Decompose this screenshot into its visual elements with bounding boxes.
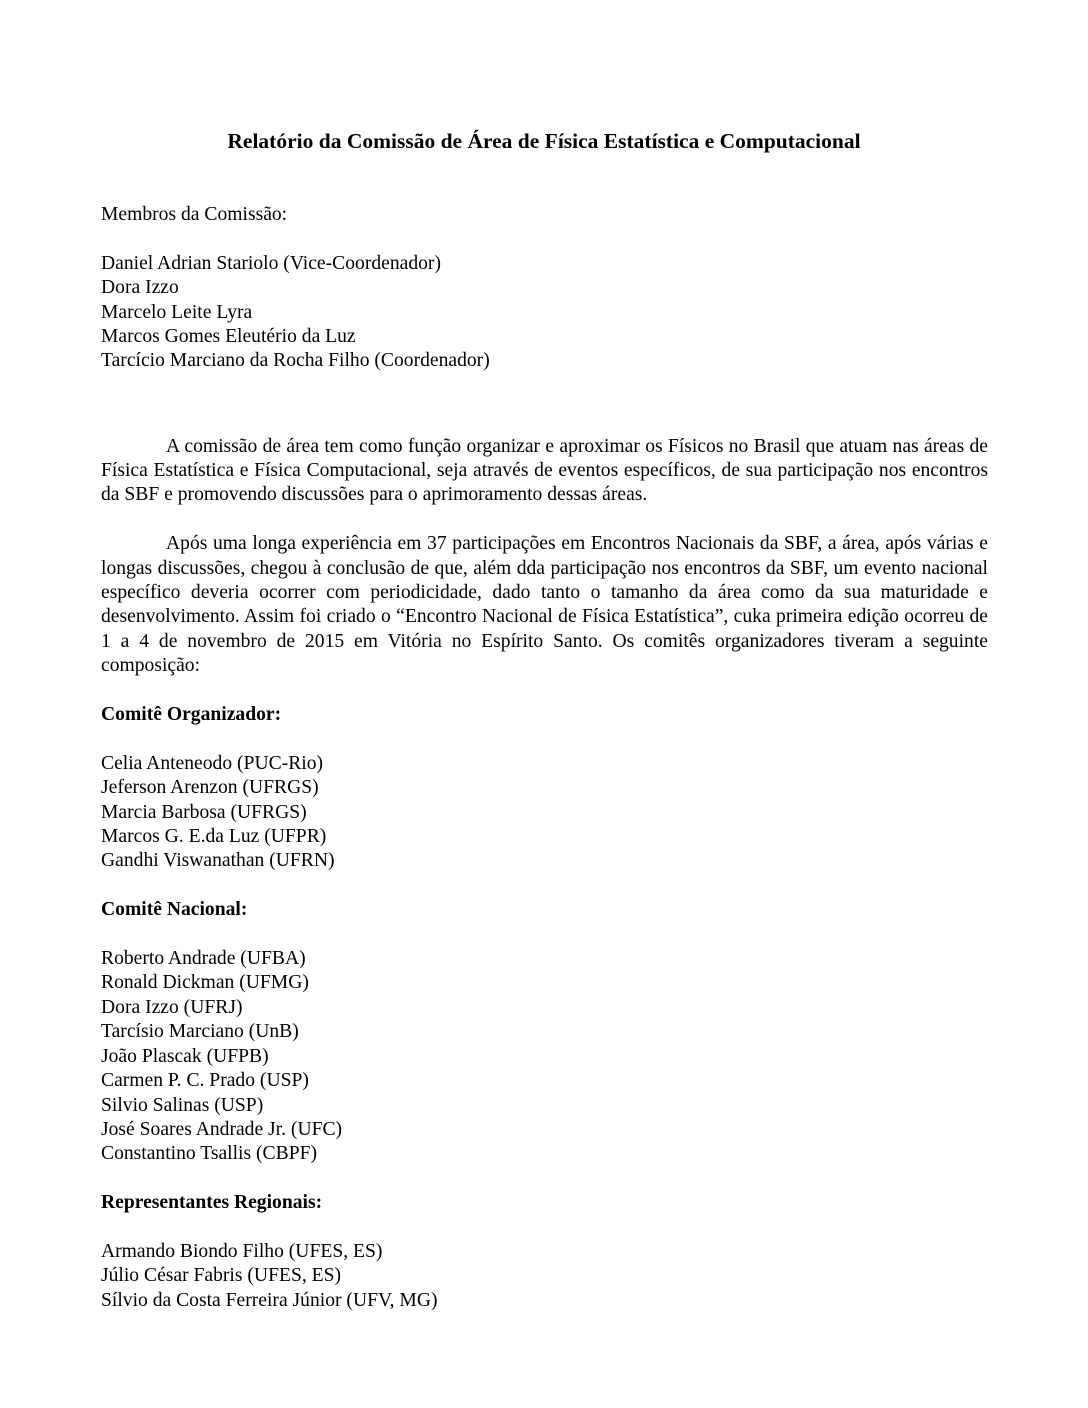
list-item: Sílvio da Costa Ferreira Júnior (UFV, MG) [101,1289,438,1311]
section-heading-comite-nacional: Comitê Nacional: [101,899,248,921]
list-item: Júlio César Fabris (UFES, ES) [101,1265,342,1287]
list-item: Daniel Adrian Stariolo (Vice-Coordenador) [101,252,441,274]
paragraph-commission-function: A comissão de área tem como função organizar e aproximar os Físicos no Brasil que atuam nas áreas de Física Estatística e Física Computacional, seja através de eventos específicos, de sua participação nos encontros da SBF e promovendo discussões para o aprimoramento dessas áreas. [101,435,988,506]
list-item: Marcelo Leite Lyra [101,301,253,323]
list-item: Silvio Salinas (USP) [101,1094,264,1116]
document-body [101,203,988,1313]
list-item: José Soares Andrade Jr. (UFC) [101,1118,343,1140]
list-item: Gandhi Viswanathan (UFRN) [101,850,335,872]
list-item: Marcos Gomes Eleutério da Luz [101,326,356,348]
members-label: Membros da Comissão: [101,204,288,225]
list-item: Celia Anteneodo (PUC-Rio) [101,752,324,774]
list-item: Dora Izzo (UFRJ) [101,996,243,1018]
comite-nacional-list [101,947,988,1167]
representantes-regionais-list [101,1240,988,1313]
list-item: Jeferson Arenzon (UFRGS) [101,777,319,799]
list-item: Armando Biondo Filho (UFES, ES) [101,1240,383,1262]
list-item: Constantino Tsallis (CBPF) [101,1143,318,1165]
list-item: Tarcício Marciano da Rocha Filho (Coordenador) [101,350,490,372]
list-item: Tarcísio Marciano (UnB) [101,1021,299,1043]
list-item: Ronald Dickman (UFMG) [101,972,309,994]
list-item: Marcos G. E.da Luz (UFPR) [101,826,327,848]
section-heading-comite-organizador: Comitê Organizador: [101,704,282,726]
paragraph-encontro-history: Após uma longa experiência em 37 participações em Encontros Nacionais da SBF, a área, após várias e longas discussões, chegou à conclusão de que, além dda participação nos encontros da SBF, um evento nacional específico deveria ocorrer com periodicidade, dado tanto o tamanho da área como da sua maturidade e desenvolvimento. Assim foi criado o “Encontro Nacional de Física Estatística”, cuka primeira edição ocorreu de 1 a 4 de novembro de 2015 em Vitória no Espírito Santo. Os comitês organizadores tiveram a seguinte composição: [101,533,988,677]
commission-members-list [101,252,988,374]
comite-organizador-list [101,752,988,874]
list-item: Roberto Andrade (UFBA) [101,948,306,970]
list-item: Marcia Barbosa (UFRGS) [101,801,307,823]
section-heading-representantes-regionais: Representantes Regionais: [101,1192,323,1214]
list-item: João Plascak (UFPB) [101,1045,269,1067]
list-item: Dora Izzo [101,277,179,299]
document-title: Relatório da Comissão de Área de Física Estatística e Computacional [227,129,861,153]
list-item: Carmen P. C. Prado (USP) [101,1070,309,1092]
